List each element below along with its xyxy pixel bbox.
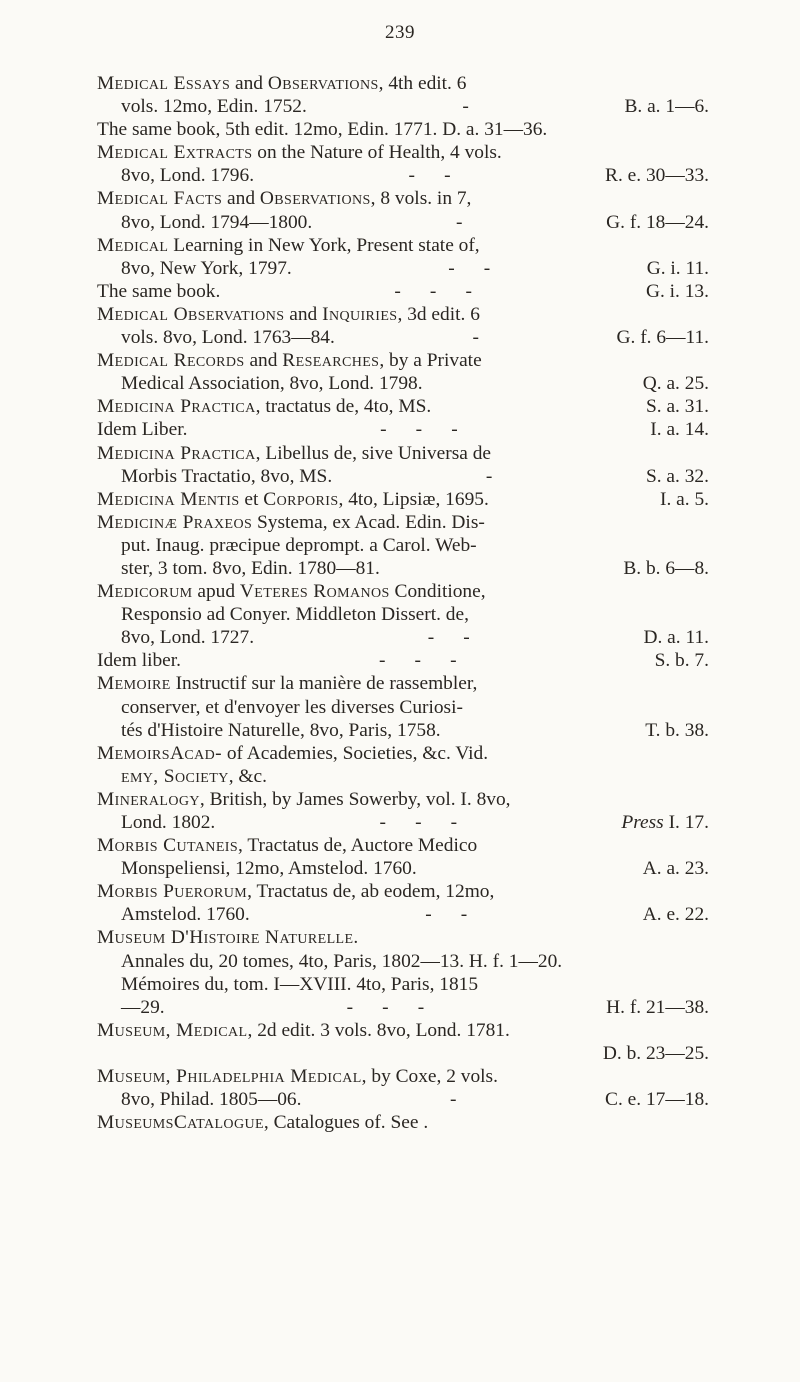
- location-code: G. f. 18—24.: [606, 211, 709, 233]
- shelf-location: [647, 257, 709, 280]
- page-number: 239: [385, 22, 415, 43]
- entry-text: [97, 672, 477, 695]
- leader-dashes: - - -: [380, 419, 458, 441]
- location-code: B. a. 1—6.: [624, 96, 709, 118]
- entry-text: [97, 303, 480, 326]
- location-code: I. a. 14.: [650, 419, 709, 441]
- entry-text: and: [284, 303, 323, 325]
- entry-line: [97, 672, 709, 695]
- entry-line: [97, 372, 709, 395]
- shelf-location: [643, 372, 709, 395]
- catalogue-entry: [97, 834, 709, 880]
- entry-heading: Veteres Romanos: [239, 581, 390, 603]
- entry-line: [97, 280, 709, 303]
- entry-text: 8vo, New York, 1797.: [121, 257, 292, 279]
- entry-rest: , 2d edit. 3 vols. 8vo, Lond. 1781.: [247, 1019, 510, 1041]
- entry-line: [97, 903, 709, 926]
- entry-heading: Medical Extracts: [97, 142, 253, 164]
- catalogue-entries: [97, 72, 709, 1134]
- entry-text: Amstelod. 1760.: [121, 904, 250, 926]
- entry-heading: Medicina Practica: [97, 396, 256, 418]
- entry-line: [97, 603, 709, 626]
- catalogue-entry: [97, 349, 709, 395]
- entry-rest: , 8 vols. in 7,: [370, 188, 472, 210]
- location-code: G. i. 13.: [645, 280, 709, 302]
- entry-text: vols. 12mo, Edin. 1752.: [121, 96, 307, 118]
- entry-text: [97, 788, 511, 811]
- entry-line: [97, 326, 709, 349]
- catalogue-entry: [97, 1065, 709, 1111]
- catalogue-entry: [97, 511, 709, 580]
- entry-rest: , &c.: [228, 765, 267, 787]
- entry-line: [97, 211, 709, 234]
- entry-text: The same book.: [97, 280, 221, 302]
- entry-text: [121, 326, 335, 349]
- entry-heading: Medicorum: [97, 581, 193, 603]
- entry-rest: , Tractatus de, Auctore Medico: [238, 835, 478, 857]
- entry-text: 8vo, Lond. 1727.: [121, 627, 255, 649]
- leader-dashes: - - -: [346, 996, 425, 1018]
- entry-text: [97, 580, 486, 603]
- entry-heading: emy, Society: [121, 765, 229, 787]
- entry-text: [97, 880, 494, 903]
- catalogue-entry: [97, 788, 709, 834]
- entry-text: [121, 1088, 301, 1111]
- entry-rest: Conditione,: [389, 581, 486, 603]
- entry-rest: Learning in New York, Present state of,: [168, 234, 480, 256]
- entry-heading: Museum, Medical: [97, 1019, 248, 1041]
- entry-text: [121, 903, 250, 926]
- catalogue-entry: [97, 649, 709, 672]
- entry-text: [97, 349, 482, 372]
- leader-dashes: - -: [427, 627, 470, 649]
- entry-text: [97, 395, 431, 418]
- entry-text: [97, 118, 547, 141]
- entry-text: 8vo, Lond. 1796.: [121, 165, 255, 187]
- entry-text: ster, 3 tom. 8vo, Edin. 1780—81.: [121, 557, 380, 579]
- entry-text: [121, 811, 215, 834]
- catalogue-entry: [97, 880, 709, 926]
- entry-text: Annales du, 20 tomes, 4to, Paris, 1802—13. H. f. 1—20.: [121, 950, 563, 972]
- shelf-location: [660, 488, 709, 511]
- location-code: D. b. 23—25.: [602, 1042, 709, 1064]
- entry-text: [121, 372, 423, 395]
- entry-line: [97, 187, 709, 210]
- shelf-location: [623, 557, 709, 580]
- catalogue-entry: [97, 72, 709, 118]
- leader-dashes: -: [485, 465, 493, 487]
- entry-line: [97, 811, 709, 834]
- shelf-location: [621, 811, 709, 834]
- entry-line: [97, 465, 709, 488]
- entry-line: [97, 649, 709, 672]
- entry-text: [121, 950, 562, 973]
- entry-text: [121, 211, 312, 234]
- entry-text: Monspeliensi, 12mo, Amstelod. 1760.: [121, 858, 417, 880]
- leader-dashes: -: [472, 327, 479, 349]
- entry-rest: Systema, ex Acad. Edin. Dis-: [252, 511, 485, 533]
- entry-line: [97, 141, 709, 164]
- entry-text: and: [222, 188, 260, 210]
- location-code: S. a. 31.: [645, 396, 709, 418]
- entry-text: [97, 1019, 510, 1042]
- entry-text: [97, 1065, 498, 1088]
- entry-rest: , by a Private: [379, 350, 482, 372]
- entry-heading: Catalogue: [173, 1112, 264, 1134]
- press-label: Press: [621, 812, 664, 833]
- entry-text: [121, 557, 380, 580]
- entry-text: [97, 442, 491, 465]
- entry-text: [121, 465, 332, 488]
- shelf-location: [617, 326, 709, 349]
- entry-text: et: [239, 488, 264, 510]
- entry-rest: , 4th edit. 6: [378, 73, 467, 94]
- entry-text: vols. 8vo, Lond. 1763—84.: [121, 327, 335, 349]
- shelf-location: [645, 719, 709, 742]
- entry-line: [97, 257, 709, 280]
- entry-text: [121, 973, 478, 996]
- entry-text: put. Inaug. præcipue deprompt. a Carol. Web-: [121, 534, 477, 556]
- location-code: B. b. 6—8.: [623, 557, 709, 579]
- entry-line: [97, 349, 709, 372]
- entry-text: [121, 534, 477, 557]
- catalogue-entry: [97, 580, 709, 649]
- entry-text: [97, 141, 502, 164]
- entry-text: Morbis Tractatio, 8vo, MS.: [121, 465, 333, 487]
- entry-text: [97, 834, 477, 857]
- location-code: G. f. 6—11.: [616, 327, 709, 349]
- catalogue-entry: [97, 187, 709, 233]
- shelf-location: [605, 1088, 709, 1111]
- location-code: I. 17.: [668, 812, 709, 833]
- leader-dashes: -: [462, 96, 469, 118]
- catalogue-entry: [97, 1019, 709, 1065]
- entry-heading: Medical Facts: [97, 188, 223, 210]
- entry-text: [97, 511, 485, 534]
- entry-line: [97, 1088, 709, 1111]
- entry-line: [97, 395, 709, 418]
- entry-heading: Morbis Puerorum: [97, 881, 248, 903]
- entry-rest: of Academies, Societies, &c. Vid.: [221, 742, 489, 764]
- catalogue-entry: [97, 442, 709, 488]
- entry-text: 8vo, Philad. 1805—06.: [121, 1089, 302, 1111]
- shelf-location: [643, 626, 709, 649]
- entry-line: [97, 1019, 709, 1042]
- location-code: A. e. 22.: [642, 904, 709, 926]
- entry-heading: Medical: [97, 234, 169, 256]
- entry-heading: Observations: [267, 73, 379, 94]
- shelf-location: [603, 1042, 709, 1065]
- entry-line: [97, 418, 709, 441]
- shelf-location: [643, 857, 709, 880]
- leader-dashes: - -: [408, 165, 451, 187]
- catalogue-entry: [97, 395, 709, 418]
- entry-heading: Museums: [97, 1112, 174, 1134]
- entry-line: [97, 534, 709, 557]
- entry-text: [121, 626, 254, 649]
- entry-line: [97, 234, 709, 257]
- shelf-location: [606, 996, 709, 1019]
- entry-heading: Mineralogy: [97, 788, 200, 810]
- entry-line: [97, 72, 709, 95]
- shelf-location: [650, 418, 709, 441]
- entry-rest: , 4to, Lipsiæ, 1695.: [338, 488, 489, 510]
- entry-text: 8vo, Lond. 1794—1800.: [121, 211, 313, 233]
- catalogue-entry: [97, 280, 709, 303]
- entry-heading: Researches: [282, 350, 380, 372]
- catalogue-entry: [97, 234, 709, 280]
- entry-rest: , British, by James Sowerby, vol. I. 8vo,: [199, 788, 511, 810]
- entry-heading: Corporis: [263, 488, 339, 510]
- entry-line: [97, 580, 709, 603]
- entry-text: [121, 765, 267, 788]
- leader-dashes: - - -: [379, 650, 457, 672]
- shelf-location: [655, 649, 709, 672]
- entry-text: [121, 857, 417, 880]
- entry-text: conserver, et d'envoyer les diverses Curiosi-: [121, 696, 463, 718]
- entry-heading: Medicinæ Praxeos: [97, 511, 253, 533]
- location-code: G. i. 11.: [646, 257, 709, 279]
- entry-line: [97, 880, 709, 903]
- entry-heading: Museum D'Histoire Naturelle.: [97, 927, 359, 949]
- location-code: H. f. 21—38.: [606, 996, 709, 1018]
- entry-text: [121, 95, 307, 118]
- catalogue-entry: [97, 141, 709, 187]
- entry-text: [97, 280, 220, 303]
- entry-text: [97, 187, 471, 210]
- shelf-location: [646, 465, 709, 488]
- location-code: I. a. 5.: [660, 488, 709, 510]
- shelf-location: [643, 903, 709, 926]
- entry-heading: Medical Records: [97, 350, 245, 372]
- entry-text: The same book, 5th edit. 12mo, Edin. 1771. D. a. 31—36.: [97, 119, 548, 141]
- shelf-location: [624, 95, 709, 118]
- entry-text: [121, 603, 469, 626]
- entry-text: [97, 742, 488, 765]
- entry-text: [121, 164, 254, 187]
- entry-line: [97, 696, 709, 719]
- entry-text: Lond. 1802.: [121, 812, 216, 833]
- catalogue-entry: [97, 950, 709, 1019]
- entry-text: tés d'Histoire Naturelle, 8vo, Paris, 1758.: [121, 719, 441, 741]
- entry-rest: , Tractatus de, ab eodem, 12mo,: [247, 881, 495, 903]
- entry-text: [121, 257, 292, 280]
- entry-text: and: [244, 350, 283, 372]
- entry-line: [97, 1111, 709, 1134]
- entry-text: [97, 1111, 428, 1134]
- entry-text: Medical Association, 8vo, Lond. 1798.: [121, 373, 423, 395]
- leader-dashes: - - -: [394, 280, 472, 302]
- entry-heading: Medicina Practica: [97, 442, 256, 464]
- shelf-location: [605, 164, 709, 187]
- entry-text: Idem liber.: [97, 650, 182, 672]
- entry-line: [97, 164, 709, 187]
- entry-text: [97, 72, 466, 95]
- entry-heading: Memoire: [97, 673, 171, 695]
- entry-line: [97, 719, 709, 742]
- location-code: S. b. 7.: [654, 650, 709, 672]
- entry-text: [97, 926, 359, 949]
- location-code: Q. a. 25.: [642, 373, 709, 395]
- entry-heading: Morbis Cutaneis: [97, 835, 239, 857]
- leader-dashes: - - -: [379, 812, 458, 833]
- leader-dashes: - -: [448, 257, 491, 279]
- entry-text: [97, 234, 480, 257]
- shelf-location: [646, 395, 709, 418]
- entry-text: Idem Liber.: [97, 419, 188, 441]
- entry-line: [97, 973, 709, 996]
- catalogue-entry: [97, 1111, 709, 1134]
- location-code: R. e. 30—33.: [605, 165, 709, 187]
- entry-line: [97, 303, 709, 326]
- entry-text: Mémoires du, tom. I—XVIII. 4to, Paris, 1815: [121, 973, 479, 995]
- entry-line: [97, 788, 709, 811]
- entry-line: [97, 1042, 709, 1065]
- entry-rest: , Libellus de, sive Universa de: [255, 442, 491, 464]
- catalogue-entry: [97, 303, 709, 349]
- entry-line: [97, 488, 709, 511]
- shelf-location: [606, 211, 709, 234]
- entry-line: [97, 557, 709, 580]
- entry-rest: , Catalogues of. See: [263, 1112, 424, 1134]
- entry-line: [97, 1065, 709, 1088]
- location-code: D. a. 11.: [643, 627, 709, 649]
- entry-heading: Medical Essays: [97, 73, 231, 94]
- location-code: A. a. 23.: [642, 858, 709, 880]
- entry-rest: , by Coxe, 2 vols.: [361, 1066, 498, 1088]
- catalogue-entry: [97, 118, 709, 141]
- entry-rest: , 3d edit. 6: [397, 303, 480, 325]
- entry-heading: Acad-: [169, 742, 222, 764]
- entry-rest: Instructif sur la manière de rassembler,: [170, 673, 478, 695]
- catalogue-entry: [97, 672, 709, 741]
- entry-line: [97, 118, 709, 141]
- entry-line: [97, 857, 709, 880]
- entry-text: [97, 418, 187, 441]
- location-code: C. e. 17—18.: [605, 1089, 709, 1111]
- catalogue-entry: [97, 418, 709, 441]
- entry-line: [97, 442, 709, 465]
- catalogue-entry: [97, 926, 709, 949]
- entry-line: [97, 511, 709, 534]
- entry-heading: Memoirs: [97, 742, 170, 764]
- entry-rest: , tractatus de, 4to, MS.: [255, 396, 432, 418]
- entry-heading: Museum, Philadelphia Medical: [97, 1066, 362, 1088]
- entry-text: [121, 996, 165, 1019]
- entry-heading: Inquiries: [322, 303, 398, 325]
- entry-line: [97, 926, 709, 949]
- leader-dashes: - -: [425, 904, 468, 926]
- entry-heading: Observations: [259, 188, 371, 210]
- location-code: T. b. 38.: [645, 719, 709, 741]
- entry-line: [97, 950, 709, 973]
- leader-dashes: -: [450, 1089, 457, 1111]
- shelf-location: [646, 280, 709, 303]
- location-code: S. a. 32.: [645, 465, 709, 487]
- entry-line: [97, 834, 709, 857]
- leader-dashes: -: [455, 211, 463, 233]
- entry-line: [97, 95, 709, 118]
- entry-line: [97, 626, 709, 649]
- entry-text: apud: [192, 581, 240, 603]
- entry-text: [97, 488, 489, 511]
- entry-text: [121, 719, 441, 742]
- entry-rest: on the Nature of Health, 4 vols.: [252, 142, 502, 164]
- entry-text: [97, 649, 181, 672]
- entry-line: [97, 996, 709, 1019]
- entry-text: Responsio ad Conyer. Middleton Dissert. de,: [121, 604, 469, 626]
- entry-line: [97, 765, 709, 788]
- entry-heading: Medicina Mentis: [97, 488, 240, 510]
- entry-heading: Medical Observations: [97, 303, 285, 325]
- entry-tail: .: [423, 1112, 429, 1134]
- entry-text: [121, 696, 463, 719]
- entry-line: [97, 742, 709, 765]
- entry-text: —29.: [121, 996, 165, 1018]
- catalogue-entry: [97, 742, 709, 788]
- catalogue-entry: [97, 488, 709, 511]
- entry-text: and: [230, 73, 268, 94]
